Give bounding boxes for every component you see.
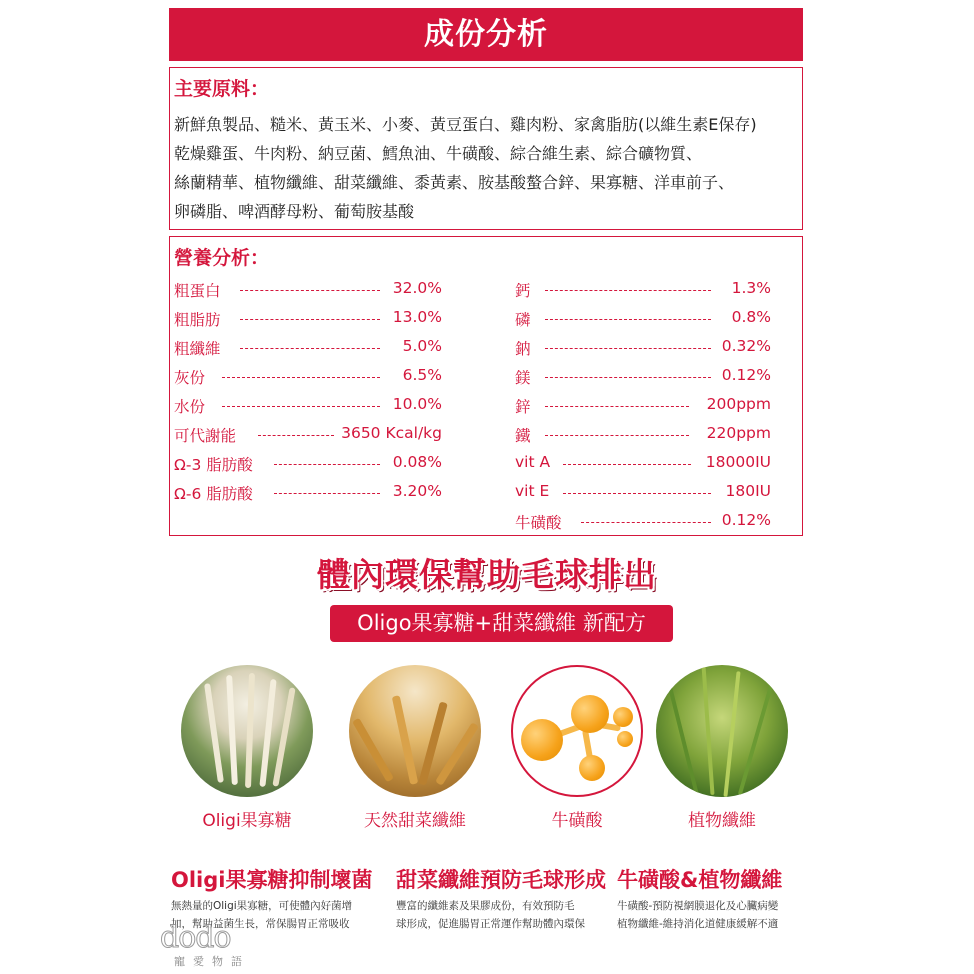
nutrient-label: 鈉 [515, 340, 531, 358]
nutrient-value: 32.0% [392, 279, 442, 297]
nutrient-value: 6.5% [402, 366, 442, 384]
dotted-leader [545, 435, 689, 436]
nutrition-row [174, 482, 442, 504]
nutrient-value: 3.20% [392, 482, 442, 500]
nutrient-label: 粗脂肪 [174, 311, 221, 329]
benefit-line: 植物纖維-維持消化道健康緩解不適 [617, 918, 779, 930]
feature-caption: 天然甜菜纖維 [364, 811, 466, 831]
nutrient-label: 粗蛋白 [174, 282, 221, 300]
ingredients-line: 乾燥雞蛋、牛肉粉、納豆菌、鱈魚油、牛磺酸、綜合維生素、綜合礦物質、 [174, 144, 703, 163]
dotted-leader [240, 290, 380, 291]
nutrient-value: 1.3% [731, 279, 771, 297]
watermark-text: 寵愛物語 [174, 955, 250, 968]
dotted-leader [258, 435, 334, 436]
benefit-title: Oligi果寡糖抑制壞菌 [171, 868, 373, 892]
nutrient-label: Ω-3 脂肪酸 [174, 456, 253, 474]
promo-headline-text: 體內環保幫助毛球排出 [317, 555, 657, 594]
wheat-icon [349, 665, 481, 797]
nutrient-label: vit A [515, 453, 551, 471]
benefit-line: 豐富的纖維素及果膠成份，有效預防毛 [396, 900, 575, 912]
formula-badge-text: Oligo果寡糖+甜菜纖維 新配方 [357, 611, 646, 635]
benefit-line: 無熱量的Oligi果寡糖，可使體內好菌增 [171, 900, 353, 912]
nutrient-value: 200ppm [706, 395, 771, 413]
dotted-leader [563, 464, 691, 465]
dotted-leader [545, 406, 689, 407]
feature-caption: 植物纖維 [688, 811, 756, 831]
nutrition-row [515, 424, 771, 446]
page-title: 成份分析 [424, 17, 548, 52]
dotted-leader [563, 493, 711, 494]
dotted-leader [545, 348, 711, 349]
nutrient-label: 水份 [174, 398, 206, 416]
nutrient-label: 鋅 [515, 398, 531, 416]
nutrition-row [174, 453, 442, 475]
nutrition-row [515, 279, 771, 301]
dotted-leader [222, 406, 380, 407]
nutrient-label: 鎂 [515, 369, 531, 387]
rice-plant-icon [656, 665, 788, 797]
benefit-text [396, 897, 585, 933]
ingredients-heading: 主要原料： [174, 78, 270, 100]
nutrient-value: 10.0% [392, 395, 442, 413]
nutrient-value: 0.12% [721, 366, 771, 384]
dotted-leader [222, 377, 380, 378]
nutrient-value: 3650 Kcal/kg [341, 424, 442, 442]
nutrient-value: 0.32% [721, 337, 771, 355]
benefit-line: 球形成，促進腸胃正常運作幫助體內環保 [396, 918, 585, 930]
nutrient-label: 灰份 [174, 369, 206, 387]
dotted-leader [274, 493, 380, 494]
dotted-leader [274, 464, 380, 465]
nutrient-label: 可代謝能 [174, 427, 237, 445]
nutrition-row [174, 424, 442, 446]
benefit-line: 加，幫助益菌生長，常保腸胃正常吸收 [171, 918, 350, 930]
benefit-text [617, 897, 778, 933]
nutrition-box [169, 236, 803, 536]
dotted-leader [240, 348, 380, 349]
ingredients-line: 絲蘭精華、植物纖維、甜菜纖維、黍黃素、胺基酸螯合鋅、果寡糖、洋車前子、 [174, 173, 735, 192]
formula-badge [330, 605, 673, 642]
nutrient-value: 0.8% [731, 308, 771, 326]
nutrition-row [174, 337, 442, 359]
nutrition-row [515, 482, 771, 504]
nutrient-value: 13.0% [392, 308, 442, 326]
nutrition-row [515, 453, 771, 475]
nutrient-label: 磷 [515, 311, 531, 329]
nutrient-label: 牛磺酸 [515, 514, 562, 532]
nutrient-value: 220ppm [706, 424, 771, 442]
nutrient-value: 0.08% [392, 453, 442, 471]
nutrition-row [174, 366, 442, 388]
nutrient-label: 鐵 [515, 427, 531, 445]
ingredients-box [169, 67, 803, 230]
nutrition-row [515, 366, 771, 388]
nutrient-value: 180IU [725, 482, 771, 500]
nutrition-row [515, 395, 771, 417]
dotted-leader [545, 377, 711, 378]
ingredients-line: 新鮮魚製品、糙米、黃玉米、小麥、黃豆蛋白、雞肉粉、家禽脂肪(以維生素E保存) [174, 115, 757, 134]
nutrient-value: 0.12% [721, 511, 771, 529]
feature-caption: Oligi果寡糖 [202, 811, 292, 831]
nutrient-label: 鈣 [515, 282, 531, 300]
nutrient-label: vit E [515, 482, 550, 500]
nutrition-row [515, 308, 771, 330]
nutrition-row [515, 511, 771, 533]
benefit-title: 甜菜纖維預防毛球形成 [396, 868, 606, 892]
nutrition-row [174, 395, 442, 417]
ingredients-line: 卵磷脂、啤酒酵母粉、葡萄胺基酸 [174, 202, 415, 221]
molecule-icon [511, 665, 643, 797]
nutrition-row [515, 337, 771, 359]
watermark-logo: dodo [160, 920, 231, 955]
nutrient-value: 5.0% [402, 337, 442, 355]
dotted-leader [545, 319, 711, 320]
benefit-title: 牛磺酸&植物纖維 [617, 868, 783, 892]
ingredients-list [174, 110, 757, 226]
dotted-leader [545, 290, 711, 291]
nutrition-heading: 營養分析： [174, 247, 270, 269]
nutrition-row [174, 308, 442, 330]
nutrient-value: 18000IU [705, 453, 771, 471]
nutrient-label: Ω-6 脂肪酸 [174, 485, 253, 503]
promo-headline [290, 552, 684, 598]
nutrient-label: 粗纖維 [174, 340, 221, 358]
benefit-line: 牛磺酸-預防視網膜退化及心臟病變 [617, 900, 779, 912]
dotted-leader [240, 319, 380, 320]
barley-icon [181, 665, 313, 797]
dotted-leader [581, 522, 711, 523]
nutrition-row [174, 279, 442, 301]
feature-caption: 牛磺酸 [551, 811, 603, 831]
section-title-banner [169, 8, 803, 61]
